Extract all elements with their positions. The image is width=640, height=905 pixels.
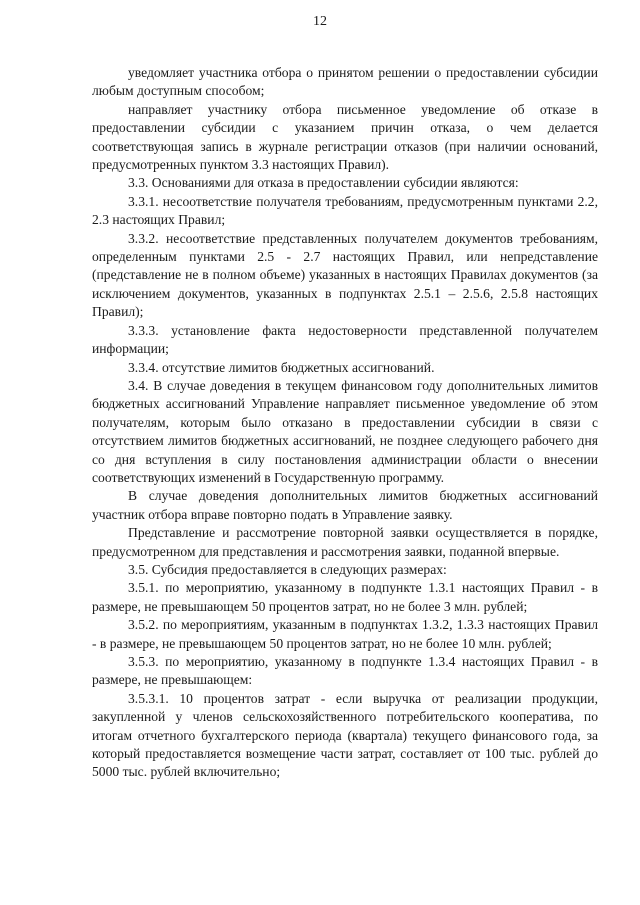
paragraph: 3.4. В случае доведения в текущем финансовом году дополнительных лимитов бюджетных ассигнований Управление направляет письменное уведомление об этом получателям, которым было отказано в предоставлении субсидии в связи с отсутствием лимитов бюджетных ассигнований, не позднее следующего рабочего дня со дня вступления в силу постановления администрации области о внесении соответствующих изменений в Государственную программу. (92, 377, 598, 485)
page-number: 12 (313, 14, 327, 29)
paragraph: В случае доведения дополнительных лимитов бюджетных ассигнований участник отбора вправе повторно подать в Управление заявку. (92, 488, 598, 522)
paragraph: 3.3.1. несоответствие получателя требованиям, предусмотренным пунктами 2.2, 2.3 настоящих Правил; (92, 193, 598, 228)
paragraph: уведомляет участника отбора о принятом решении о предоставлении субсидии любым доступным способом; (92, 65, 598, 99)
document-body (92, 64, 598, 782)
paragraph: 3.3.2. несоответствие представленных получателем документов требованиям, определенным пунктами 2.5 - 2.7 настоящих Правил, или непредставление (представление не в полном объеме) указанных в настоящих Правилах документов (за исключением документов, указанных в подпунктах 2.5.1 – 2.5.6, 2.5.8 настоящих Правил); (92, 230, 598, 320)
paragraph: 3.5.3.1. 10 процентов затрат - если выручка от реализации продукции, закупленной у членов сельскохозяйственного потребительского кооператива, по итогам отчетного бухгалтерского периода (квартала) текущего финансового года, за который предоставляется возмещение части затрат, составляет от 100 тыс. рублей до 5000 тыс. рублей включительно; (92, 690, 598, 780)
paragraph: 3.3. Основаниями для отказа в предоставлении субсидии являются: (128, 175, 519, 191)
paragraph: 3.3.4. отсутствие лимитов бюджетных ассигнований. (128, 359, 435, 375)
paragraph: Представление и рассмотрение повторной заявки осуществляется в порядке, предусмотренном для представления и рассмотрения заявки, поданной впервые. (92, 525, 598, 559)
paragraph: 3.5. Субсидия предоставляется в следующих размерах: (128, 561, 447, 577)
paragraph: направляет участнику отбора письменное уведомление об отказе в предоставлении субсидии с указанием причин отказа, о чем делается соответствующая запись в журнале регистрации отказов (при наличии оснований, предусмотренных пунктом 3.3 настоящих Правил). (92, 101, 598, 173)
paragraph: 3.5.3. по мероприятию, указанному в подпункте 1.3.4 настоящих Правил - в размере, не превышающем: (92, 654, 598, 688)
paragraph: 3.5.2. по мероприятиям, указанным в подпунктах 1.3.2, 1.3.3 настоящих Правил - в размере, не превышающем 50 процентов затрат, но не более 10 млн. рублей; (92, 617, 598, 651)
paragraph: 3.3.3. установление факта недостоверности представленной получателем информации; (92, 322, 598, 357)
paragraph: 3.5.1. по мероприятию, указанному в подпункте 1.3.1 настоящих Правил - в размере, не превышающем 50 процентов затрат, но не более 3 млн. рублей; (92, 580, 598, 614)
